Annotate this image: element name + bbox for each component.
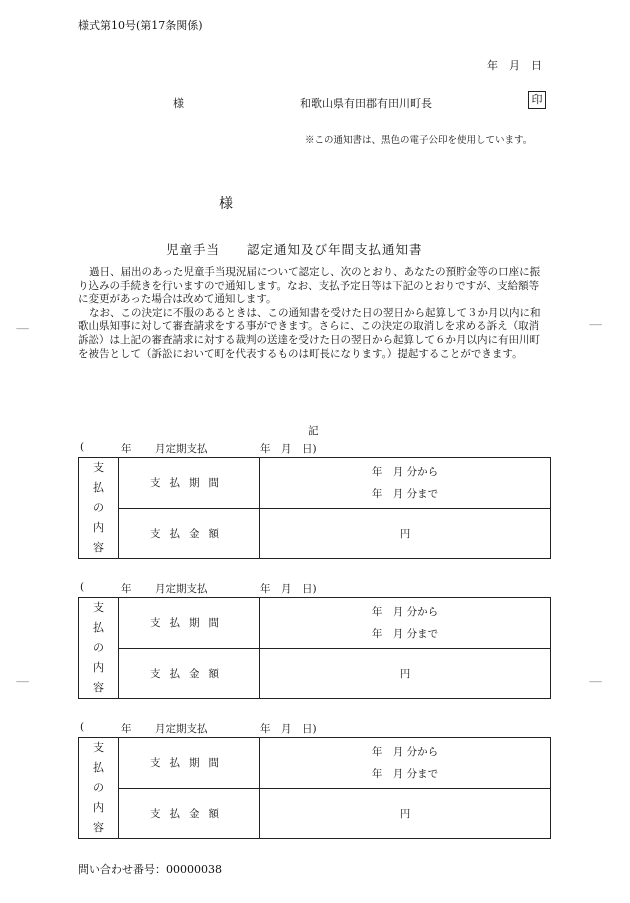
notice-paragraph-2: なお、この決定に不服のあるときは、この通知書を受けた日の翌日から起算して３か月以内に和歌山県知事に対して審査請求をする事ができます。さらに、この決定の取消しを求める訴え（取消訴訟）は上記の審査請求に対する裁判の送達を受けた日の翌日から起算して６か月以内に有田川町を被告として（訴訟において町を代表するものは町長になります。）提起することができます。 bbox=[78, 306, 541, 360]
notice-paragraph-1: 過日、届出のあった児童手当現況届について認定し、次のとおり、あなたの預貯金等の口座に振り込みの手続きを行いますので通知します。なお、支払予定日等は下記のとおりですが、支給額等に変更があった場合は改めて通知します。 bbox=[78, 266, 541, 306]
addressee-suffix: 様 bbox=[173, 97, 184, 110]
payment-header-label: 月定期支払 bbox=[155, 443, 208, 455]
notice-body bbox=[78, 266, 548, 361]
payment-amount-value: 円 bbox=[260, 788, 551, 839]
payment-table bbox=[78, 737, 551, 839]
payment-period-label: 支払期間 bbox=[119, 458, 260, 509]
payment-header-date: 年 月 日) bbox=[260, 443, 317, 455]
fold-mark-right-lower: --------- bbox=[589, 678, 602, 686]
issue-date: 年 月 日 bbox=[487, 59, 542, 72]
payment-header-label: 月定期支払 bbox=[155, 583, 208, 595]
payment-period-label: 支払期間 bbox=[119, 738, 260, 789]
fold-mark-left-lower: --------- bbox=[16, 678, 29, 686]
payment-header-open: ( bbox=[80, 721, 85, 733]
payment-header-date: 年 月 日) bbox=[260, 723, 317, 735]
inquiry-number: 問い合わせ番号：00000038 bbox=[78, 863, 222, 876]
payment-header-open: ( bbox=[80, 581, 85, 593]
payment-header bbox=[0, 441, 630, 455]
payment-header bbox=[0, 581, 630, 595]
document-title: 児童手当 認定通知及び年間支払通知書 bbox=[166, 242, 423, 257]
fold-mark-left-upper: --------- bbox=[16, 325, 29, 333]
ki-heading: 記 bbox=[308, 425, 319, 437]
payment-period-value: 年 月 分から 年 月 分まで bbox=[260, 598, 551, 649]
payment-header-year: 年 bbox=[121, 583, 132, 595]
payment-amount-value: 円 bbox=[260, 648, 551, 699]
payment-vertical-label: 支 払 の 内 容 bbox=[79, 598, 119, 699]
payment-header-label: 月定期支払 bbox=[155, 723, 208, 735]
payment-amount-label: 支払金額 bbox=[119, 648, 260, 699]
payment-amount-label: 支払金額 bbox=[119, 788, 260, 839]
payment-period-label: 支払期間 bbox=[119, 598, 260, 649]
recipient-suffix: 様 bbox=[219, 196, 233, 212]
issuer-name: 和歌山県有田郡有田川町長 bbox=[300, 97, 432, 110]
payment-header-year: 年 bbox=[121, 443, 132, 455]
seal-mark: 印 bbox=[528, 91, 546, 109]
payment-header-open: ( bbox=[80, 441, 85, 453]
payment-header-date: 年 月 日) bbox=[260, 583, 317, 595]
payment-header bbox=[0, 721, 630, 735]
payment-vertical-label: 支 払 の 内 容 bbox=[79, 458, 119, 559]
payment-vertical-label: 支 払 の 内 容 bbox=[79, 738, 119, 839]
payment-table bbox=[78, 597, 551, 699]
payment-header-year: 年 bbox=[121, 723, 132, 735]
payment-table bbox=[78, 457, 551, 559]
payment-amount-label: 支払金額 bbox=[119, 508, 260, 559]
fold-mark-right-upper: --------- bbox=[589, 321, 602, 329]
form-number: 様式第10号(第17条関係) bbox=[78, 19, 203, 32]
payment-amount-value: 円 bbox=[260, 508, 551, 559]
payment-period-value: 年 月 分から 年 月 分まで bbox=[260, 738, 551, 789]
electronic-seal-note: ※この通知書は、黒色の電子公印を使用しています。 bbox=[305, 135, 533, 146]
payment-period-value: 年 月 分から 年 月 分まで bbox=[260, 458, 551, 509]
